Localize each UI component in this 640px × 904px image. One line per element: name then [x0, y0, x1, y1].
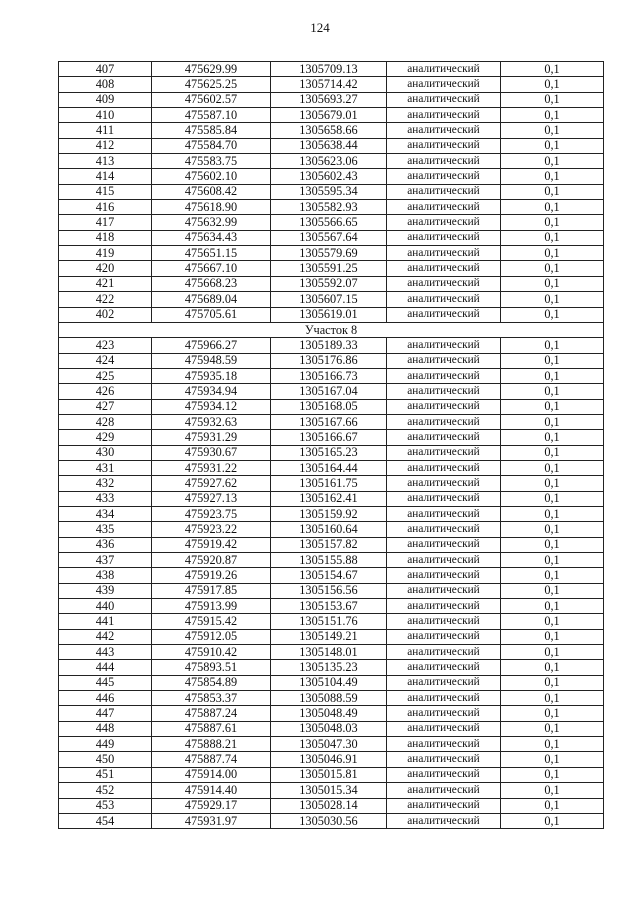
y-coordinate-cell: 1305602.43: [271, 169, 387, 184]
point-number-cell: 423: [59, 338, 152, 353]
accuracy-cell: 0,1: [501, 583, 604, 598]
table-row: [59, 430, 604, 445]
point-number-cell: 434: [59, 506, 152, 521]
method-cell: аналитический: [387, 783, 501, 798]
method-cell: аналитический: [387, 660, 501, 675]
method-cell: аналитический: [387, 338, 501, 353]
y-coordinate-cell: 1305088.59: [271, 691, 387, 706]
method-cell: аналитический: [387, 399, 501, 414]
point-number-cell: 418: [59, 230, 152, 245]
point-number-cell: 444: [59, 660, 152, 675]
point-number-cell: 448: [59, 721, 152, 736]
y-coordinate-cell: 1305104.49: [271, 675, 387, 690]
coordinates-table: [58, 61, 604, 829]
y-coordinate-cell: 1305166.67: [271, 430, 387, 445]
accuracy-cell: 0,1: [501, 62, 604, 77]
table-row: [59, 276, 604, 291]
point-number-cell: 439: [59, 583, 152, 598]
x-coordinate-cell: 475584.70: [152, 138, 271, 153]
table-row: [59, 813, 604, 828]
x-coordinate-cell: 475920.87: [152, 553, 271, 568]
x-coordinate-cell: 475583.75: [152, 154, 271, 169]
table-row: [59, 599, 604, 614]
method-cell: аналитический: [387, 798, 501, 813]
method-cell: аналитический: [387, 353, 501, 368]
table-row: [59, 92, 604, 107]
y-coordinate-cell: 1305148.01: [271, 645, 387, 660]
x-coordinate-cell: 475893.51: [152, 660, 271, 675]
table-row: [59, 752, 604, 767]
method-cell: аналитический: [387, 384, 501, 399]
method-cell: аналитический: [387, 108, 501, 123]
point-number-cell: 411: [59, 123, 152, 138]
point-number-cell: 426: [59, 384, 152, 399]
x-coordinate-cell: 475914.00: [152, 767, 271, 782]
y-coordinate-cell: 1305693.27: [271, 92, 387, 107]
table-row: [59, 108, 604, 123]
table-row: [59, 476, 604, 491]
point-number-cell: 429: [59, 430, 152, 445]
table-row: [59, 62, 604, 77]
point-number-cell: 442: [59, 629, 152, 644]
x-coordinate-cell: 475917.85: [152, 583, 271, 598]
accuracy-cell: 0,1: [501, 767, 604, 782]
y-coordinate-cell: 1305168.05: [271, 399, 387, 414]
table-row: [59, 123, 604, 138]
y-coordinate-cell: 1305159.92: [271, 506, 387, 521]
accuracy-cell: 0,1: [501, 384, 604, 399]
accuracy-cell: 0,1: [501, 445, 604, 460]
x-coordinate-cell: 475914.40: [152, 783, 271, 798]
method-cell: аналитический: [387, 123, 501, 138]
method-cell: аналитический: [387, 752, 501, 767]
y-coordinate-cell: 1305015.34: [271, 783, 387, 798]
point-number-cell: 421: [59, 276, 152, 291]
y-coordinate-cell: 1305595.34: [271, 184, 387, 199]
accuracy-cell: 0,1: [501, 338, 604, 353]
method-cell: аналитический: [387, 629, 501, 644]
point-number-cell: 427: [59, 399, 152, 414]
x-coordinate-cell: 475651.15: [152, 246, 271, 261]
point-number-cell: 410: [59, 108, 152, 123]
accuracy-cell: 0,1: [501, 783, 604, 798]
y-coordinate-cell: 1305160.64: [271, 522, 387, 537]
coordinates-table-body: [59, 62, 604, 829]
point-number-cell: 419: [59, 246, 152, 261]
table-row: [59, 798, 604, 813]
y-coordinate-cell: 1305623.06: [271, 154, 387, 169]
method-cell: аналитический: [387, 583, 501, 598]
method-cell: аналитический: [387, 614, 501, 629]
method-cell: аналитический: [387, 200, 501, 215]
x-coordinate-cell: 475919.26: [152, 568, 271, 583]
point-number-cell: 450: [59, 752, 152, 767]
accuracy-cell: 0,1: [501, 169, 604, 184]
x-coordinate-cell: 475932.63: [152, 414, 271, 429]
x-coordinate-cell: 475854.89: [152, 675, 271, 690]
x-coordinate-cell: 475587.10: [152, 108, 271, 123]
table-row: [59, 522, 604, 537]
accuracy-cell: 0,1: [501, 691, 604, 706]
y-coordinate-cell: 1305135.23: [271, 660, 387, 675]
table-row: [59, 138, 604, 153]
accuracy-cell: 0,1: [501, 460, 604, 475]
method-cell: аналитический: [387, 476, 501, 491]
y-coordinate-cell: 1305048.49: [271, 706, 387, 721]
point-number-cell: 430: [59, 445, 152, 460]
table-row: [59, 629, 604, 644]
x-coordinate-cell: 475887.74: [152, 752, 271, 767]
accuracy-cell: 0,1: [501, 522, 604, 537]
point-number-cell: 417: [59, 215, 152, 230]
table-row: [59, 553, 604, 568]
x-coordinate-cell: 475625.25: [152, 77, 271, 92]
table-row: [59, 169, 604, 184]
method-cell: аналитический: [387, 645, 501, 660]
y-coordinate-cell: 1305607.15: [271, 292, 387, 307]
table-row: [59, 660, 604, 675]
x-coordinate-cell: 475602.57: [152, 92, 271, 107]
page-number: 124: [310, 20, 330, 35]
accuracy-cell: 0,1: [501, 276, 604, 291]
y-coordinate-cell: 1305153.67: [271, 599, 387, 614]
point-number-cell: 407: [59, 62, 152, 77]
accuracy-cell: 0,1: [501, 675, 604, 690]
accuracy-cell: 0,1: [501, 706, 604, 721]
point-number-cell: 433: [59, 491, 152, 506]
y-coordinate-cell: 1305030.56: [271, 813, 387, 828]
table-row: [59, 200, 604, 215]
table-row: [59, 568, 604, 583]
method-cell: аналитический: [387, 721, 501, 736]
method-cell: аналитический: [387, 737, 501, 752]
y-coordinate-cell: 1305658.66: [271, 123, 387, 138]
point-number-cell: 414: [59, 169, 152, 184]
y-coordinate-cell: 1305579.69: [271, 246, 387, 261]
y-coordinate-cell: 1305167.04: [271, 384, 387, 399]
x-coordinate-cell: 475927.13: [152, 491, 271, 506]
point-number-cell: 440: [59, 599, 152, 614]
method-cell: аналитический: [387, 230, 501, 245]
y-coordinate-cell: 1305638.44: [271, 138, 387, 153]
table-row: [59, 675, 604, 690]
method-cell: аналитический: [387, 675, 501, 690]
point-number-cell: 437: [59, 553, 152, 568]
method-cell: аналитический: [387, 599, 501, 614]
y-coordinate-cell: 1305582.93: [271, 200, 387, 215]
x-coordinate-cell: 475634.43: [152, 230, 271, 245]
point-number-cell: 408: [59, 77, 152, 92]
x-coordinate-cell: 475887.61: [152, 721, 271, 736]
table-row: [59, 77, 604, 92]
point-number-cell: 441: [59, 614, 152, 629]
accuracy-cell: 0,1: [501, 660, 604, 675]
y-coordinate-cell: 1305619.01: [271, 307, 387, 322]
point-number-cell: 422: [59, 292, 152, 307]
y-coordinate-cell: 1305161.75: [271, 476, 387, 491]
y-coordinate-cell: 1305165.23: [271, 445, 387, 460]
point-number-cell: 454: [59, 813, 152, 828]
x-coordinate-cell: 475931.22: [152, 460, 271, 475]
method-cell: аналитический: [387, 138, 501, 153]
method-cell: аналитический: [387, 62, 501, 77]
method-cell: аналитический: [387, 537, 501, 552]
point-number-cell: 420: [59, 261, 152, 276]
method-cell: аналитический: [387, 491, 501, 506]
section-title: Участок 8: [59, 322, 604, 337]
table-row: [59, 445, 604, 460]
table-row: [59, 706, 604, 721]
method-cell: аналитический: [387, 522, 501, 537]
accuracy-cell: 0,1: [501, 246, 604, 261]
table-row: [59, 154, 604, 169]
method-cell: аналитический: [387, 445, 501, 460]
x-coordinate-cell: 475935.18: [152, 368, 271, 383]
accuracy-cell: 0,1: [501, 737, 604, 752]
table-row: [59, 645, 604, 660]
table-row: [59, 368, 604, 383]
accuracy-cell: 0,1: [501, 368, 604, 383]
point-number-cell: 452: [59, 783, 152, 798]
x-coordinate-cell: 475919.42: [152, 537, 271, 552]
table-row: [59, 614, 604, 629]
table-row: [59, 184, 604, 199]
table-row: [59, 460, 604, 475]
accuracy-cell: 0,1: [501, 215, 604, 230]
accuracy-cell: 0,1: [501, 77, 604, 92]
point-number-cell: 445: [59, 675, 152, 690]
x-coordinate-cell: 475912.05: [152, 629, 271, 644]
x-coordinate-cell: 475915.42: [152, 614, 271, 629]
x-coordinate-cell: 475887.24: [152, 706, 271, 721]
table-row: [59, 506, 604, 521]
method-cell: аналитический: [387, 568, 501, 583]
accuracy-cell: 0,1: [501, 553, 604, 568]
accuracy-cell: 0,1: [501, 537, 604, 552]
point-number-cell: 425: [59, 368, 152, 383]
x-coordinate-cell: 475913.99: [152, 599, 271, 614]
point-number-cell: 402: [59, 307, 152, 322]
x-coordinate-cell: 475923.22: [152, 522, 271, 537]
accuracy-cell: 0,1: [501, 123, 604, 138]
accuracy-cell: 0,1: [501, 399, 604, 414]
method-cell: аналитический: [387, 430, 501, 445]
table-row: [59, 230, 604, 245]
table-row: [59, 338, 604, 353]
table-row: [59, 691, 604, 706]
accuracy-cell: 0,1: [501, 568, 604, 583]
method-cell: аналитический: [387, 767, 501, 782]
x-coordinate-cell: 475948.59: [152, 353, 271, 368]
table-row: [59, 292, 604, 307]
x-coordinate-cell: 475853.37: [152, 691, 271, 706]
point-number-cell: 446: [59, 691, 152, 706]
method-cell: аналитический: [387, 77, 501, 92]
accuracy-cell: 0,1: [501, 614, 604, 629]
table-row: [59, 414, 604, 429]
point-number-cell: 431: [59, 460, 152, 475]
y-coordinate-cell: 1305048.03: [271, 721, 387, 736]
table-row: [59, 353, 604, 368]
method-cell: аналитический: [387, 691, 501, 706]
point-number-cell: 453: [59, 798, 152, 813]
method-cell: аналитический: [387, 368, 501, 383]
point-number-cell: 436: [59, 537, 152, 552]
x-coordinate-cell: 475929.17: [152, 798, 271, 813]
accuracy-cell: 0,1: [501, 414, 604, 429]
accuracy-cell: 0,1: [501, 752, 604, 767]
method-cell: аналитический: [387, 706, 501, 721]
x-coordinate-cell: 475602.10: [152, 169, 271, 184]
y-coordinate-cell: 1305714.42: [271, 77, 387, 92]
point-number-cell: 432: [59, 476, 152, 491]
y-coordinate-cell: 1305166.73: [271, 368, 387, 383]
x-coordinate-cell: 475668.23: [152, 276, 271, 291]
y-coordinate-cell: 1305592.07: [271, 276, 387, 291]
method-cell: аналитический: [387, 215, 501, 230]
method-cell: аналитический: [387, 276, 501, 291]
y-coordinate-cell: 1305015.81: [271, 767, 387, 782]
method-cell: аналитический: [387, 460, 501, 475]
y-coordinate-cell: 1305028.14: [271, 798, 387, 813]
accuracy-cell: 0,1: [501, 629, 604, 644]
point-number-cell: 435: [59, 522, 152, 537]
point-number-cell: 413: [59, 154, 152, 169]
method-cell: аналитический: [387, 154, 501, 169]
y-coordinate-cell: 1305591.25: [271, 261, 387, 276]
method-cell: аналитический: [387, 506, 501, 521]
point-number-cell: 415: [59, 184, 152, 199]
point-number-cell: 409: [59, 92, 152, 107]
accuracy-cell: 0,1: [501, 353, 604, 368]
y-coordinate-cell: 1305154.67: [271, 568, 387, 583]
y-coordinate-cell: 1305679.01: [271, 108, 387, 123]
y-coordinate-cell: 1305709.13: [271, 62, 387, 77]
method-cell: аналитический: [387, 184, 501, 199]
x-coordinate-cell: 475705.61: [152, 307, 271, 322]
x-coordinate-cell: 475934.12: [152, 399, 271, 414]
accuracy-cell: 0,1: [501, 798, 604, 813]
method-cell: аналитический: [387, 246, 501, 261]
y-coordinate-cell: 1305162.41: [271, 491, 387, 506]
y-coordinate-cell: 1305155.88: [271, 553, 387, 568]
x-coordinate-cell: 475910.42: [152, 645, 271, 660]
point-number-cell: 449: [59, 737, 152, 752]
table-row: [59, 537, 604, 552]
method-cell: аналитический: [387, 169, 501, 184]
accuracy-cell: 0,1: [501, 154, 604, 169]
accuracy-cell: 0,1: [501, 599, 604, 614]
accuracy-cell: 0,1: [501, 230, 604, 245]
table-row: [59, 215, 604, 230]
accuracy-cell: 0,1: [501, 108, 604, 123]
accuracy-cell: 0,1: [501, 506, 604, 521]
point-number-cell: 443: [59, 645, 152, 660]
y-coordinate-cell: 1305046.91: [271, 752, 387, 767]
method-cell: аналитический: [387, 813, 501, 828]
x-coordinate-cell: 475930.67: [152, 445, 271, 460]
section-row: [59, 322, 604, 337]
x-coordinate-cell: 475608.42: [152, 184, 271, 199]
method-cell: аналитический: [387, 414, 501, 429]
accuracy-cell: 0,1: [501, 200, 604, 215]
x-coordinate-cell: 475689.04: [152, 292, 271, 307]
x-coordinate-cell: 475931.29: [152, 430, 271, 445]
x-coordinate-cell: 475618.90: [152, 200, 271, 215]
table-row: [59, 261, 604, 276]
point-number-cell: 438: [59, 568, 152, 583]
table-row: [59, 307, 604, 322]
table-row: [59, 399, 604, 414]
x-coordinate-cell: 475934.94: [152, 384, 271, 399]
x-coordinate-cell: 475931.97: [152, 813, 271, 828]
table-row: [59, 491, 604, 506]
table-row: [59, 583, 604, 598]
table-row: [59, 737, 604, 752]
accuracy-cell: 0,1: [501, 307, 604, 322]
point-number-cell: 451: [59, 767, 152, 782]
method-cell: аналитический: [387, 292, 501, 307]
accuracy-cell: 0,1: [501, 476, 604, 491]
y-coordinate-cell: 1305156.56: [271, 583, 387, 598]
accuracy-cell: 0,1: [501, 813, 604, 828]
method-cell: аналитический: [387, 553, 501, 568]
accuracy-cell: 0,1: [501, 184, 604, 199]
y-coordinate-cell: 1305566.65: [271, 215, 387, 230]
table-row: [59, 767, 604, 782]
x-coordinate-cell: 475927.62: [152, 476, 271, 491]
point-number-cell: 428: [59, 414, 152, 429]
x-coordinate-cell: 475632.99: [152, 215, 271, 230]
accuracy-cell: 0,1: [501, 491, 604, 506]
y-coordinate-cell: 1305176.86: [271, 353, 387, 368]
point-number-cell: 447: [59, 706, 152, 721]
x-coordinate-cell: 475629.99: [152, 62, 271, 77]
table-row: [59, 384, 604, 399]
method-cell: аналитический: [387, 307, 501, 322]
x-coordinate-cell: 475585.84: [152, 123, 271, 138]
accuracy-cell: 0,1: [501, 261, 604, 276]
point-number-cell: 416: [59, 200, 152, 215]
method-cell: аналитический: [387, 261, 501, 276]
y-coordinate-cell: 1305149.21: [271, 629, 387, 644]
y-coordinate-cell: 1305567.64: [271, 230, 387, 245]
accuracy-cell: 0,1: [501, 292, 604, 307]
table-row: [59, 721, 604, 736]
y-coordinate-cell: 1305189.33: [271, 338, 387, 353]
method-cell: аналитический: [387, 92, 501, 107]
x-coordinate-cell: 475966.27: [152, 338, 271, 353]
x-coordinate-cell: 475667.10: [152, 261, 271, 276]
table-row: [59, 783, 604, 798]
point-number-cell: 424: [59, 353, 152, 368]
accuracy-cell: 0,1: [501, 138, 604, 153]
y-coordinate-cell: 1305167.66: [271, 414, 387, 429]
y-coordinate-cell: 1305157.82: [271, 537, 387, 552]
x-coordinate-cell: 475923.75: [152, 506, 271, 521]
table-row: [59, 246, 604, 261]
point-number-cell: 412: [59, 138, 152, 153]
x-coordinate-cell: 475888.21: [152, 737, 271, 752]
accuracy-cell: 0,1: [501, 430, 604, 445]
accuracy-cell: 0,1: [501, 721, 604, 736]
y-coordinate-cell: 1305151.76: [271, 614, 387, 629]
accuracy-cell: 0,1: [501, 645, 604, 660]
y-coordinate-cell: 1305047.30: [271, 737, 387, 752]
accuracy-cell: 0,1: [501, 92, 604, 107]
y-coordinate-cell: 1305164.44: [271, 460, 387, 475]
